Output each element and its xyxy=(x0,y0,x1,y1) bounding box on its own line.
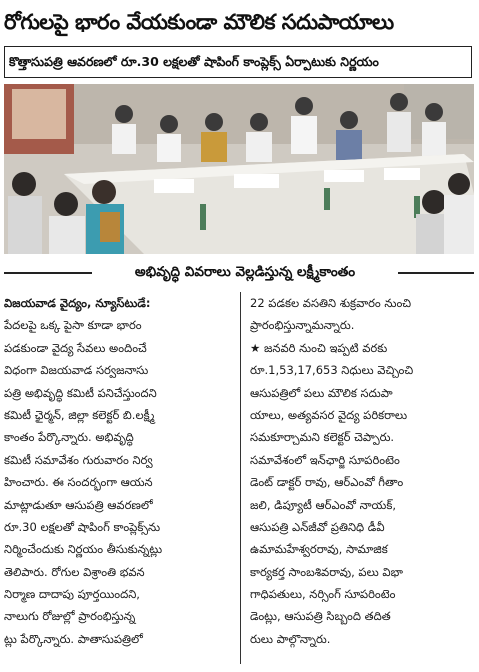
body-line: యాలు, అత్యవసర వైద్య పరికరాలు xyxy=(250,407,408,422)
caption-rule-left xyxy=(4,272,92,274)
body-line: రులు పాల్గొన్నారు. xyxy=(250,631,331,646)
body-line: నిర్మాణ దాదాపు పూర్తయిందని, xyxy=(4,587,140,602)
meeting-photo xyxy=(4,84,474,254)
subheadline-box: కొత్తాసుపత్రి ఆవరణలో రూ.30 లక్షలతో షాపింగ్ కాంప్లెక్స్ ఏర్పాటుకు నిర్ణయం xyxy=(4,46,472,78)
caption-rule-right xyxy=(398,272,474,274)
body-line: పత్రి అభివృద్ధి కమిటీ పనిచేస్తుందని xyxy=(4,385,157,400)
article-column-left xyxy=(4,292,228,650)
body-line: కార్యకర్త సాంబశివరావు, పలు విభా xyxy=(250,564,403,579)
body-line: రూ.1,53,17,653 నిధులు వెచ్చించి xyxy=(250,363,414,378)
body-line: కాంతం పేర్కొన్నారు. అభివృద్ధి xyxy=(4,430,134,445)
body-line: ఆసుపత్రిలో పలు మౌలిక సదుపా xyxy=(250,385,393,400)
body-line: ఆసుపత్రి ఎన్‌జీవో ప్రతినిధి డీవీ xyxy=(250,519,385,534)
body-line: కమిటీ సమావేశం గురువారం నిర్వ xyxy=(4,452,153,467)
body-line: ★ జనవరి నుంచి ఇప్పటి వరకు xyxy=(250,340,388,355)
body-line: మాట్లాడుతూ ఆసుపత్రి ఆవరణలో xyxy=(4,497,153,512)
article-column-right xyxy=(250,292,474,650)
headline: రోగులపై భారం వేయకుండా మౌలిక సదుపాయాలు xyxy=(4,10,394,34)
body-line: సమకూర్చామని కలెక్టర్ చెప్పారు. xyxy=(250,430,395,445)
body-line: జలి, డిప్యూటీ ఆర్ఎంవో నాయక్, xyxy=(250,497,396,512)
body-line: సమావేశంలో ఇన్‌ఛార్జి సూపరింటెం xyxy=(250,452,400,467)
column-divider xyxy=(240,292,241,664)
body-line: పడకుండా వైద్య సేవలు అందించే xyxy=(4,340,147,355)
body-line: హించారు. ఈ సందర్భంగా ఆయన xyxy=(4,475,153,490)
body-line: విధంగా విజయవాడ సర్వజనాసు xyxy=(4,363,149,378)
body-line: 22 పడకల వసతిని శుక్రవారం నుంచి xyxy=(250,296,412,310)
body-line: డెంట్ డాక్టర్ రావు, ఆర్ఎంవో గీతాం xyxy=(250,475,404,490)
body-line: రూ.30 లక్షలతో షాపింగ్ కాంప్లెక్స్‌ను xyxy=(4,519,161,534)
body-line: డెంట్లు, ఆసుపత్రి సిబ్బంది తదిత xyxy=(250,609,391,624)
body-line: పేదలపై ఒక్క పైసా కూడా భారం xyxy=(4,318,142,333)
body-line: నాలుగు రోజుల్లో ప్రారంభిస్తున్న xyxy=(4,609,136,624)
body-line: ట్లు పేర్కొన్నారు. పాతాసుపత్రిలో xyxy=(4,631,143,646)
photo-caption: అభివృద్ధి వివరాలు వెల్లడిస్తున్న లక్ష్మీకాంతం xyxy=(134,264,356,280)
body-line: తెలిపారు. రోగుల విశ్రాంతి భవన xyxy=(4,564,145,579)
body-line: నిర్మించేందుకు నిర్ణయం తీసుకున్నట్లు xyxy=(4,542,163,557)
body-line: ప్రారంభిస్తున్నామన్నారు. xyxy=(250,318,355,333)
body-line: గాధిపతులు, నర్సింగ్ సూపరింటెం xyxy=(250,587,396,602)
dateline: విజయవాడ వైద్యం, న్యూస్‌టుడే: xyxy=(4,296,151,310)
body-line: ఉమామహేశ్వరరావు, సామాజిక xyxy=(250,542,388,557)
body-line: కమిటీ ఛైర్మన్, జిల్లా కలెక్టర్ బి.లక్ష్మీ xyxy=(4,407,155,422)
meeting-photo-illustration xyxy=(4,84,474,254)
